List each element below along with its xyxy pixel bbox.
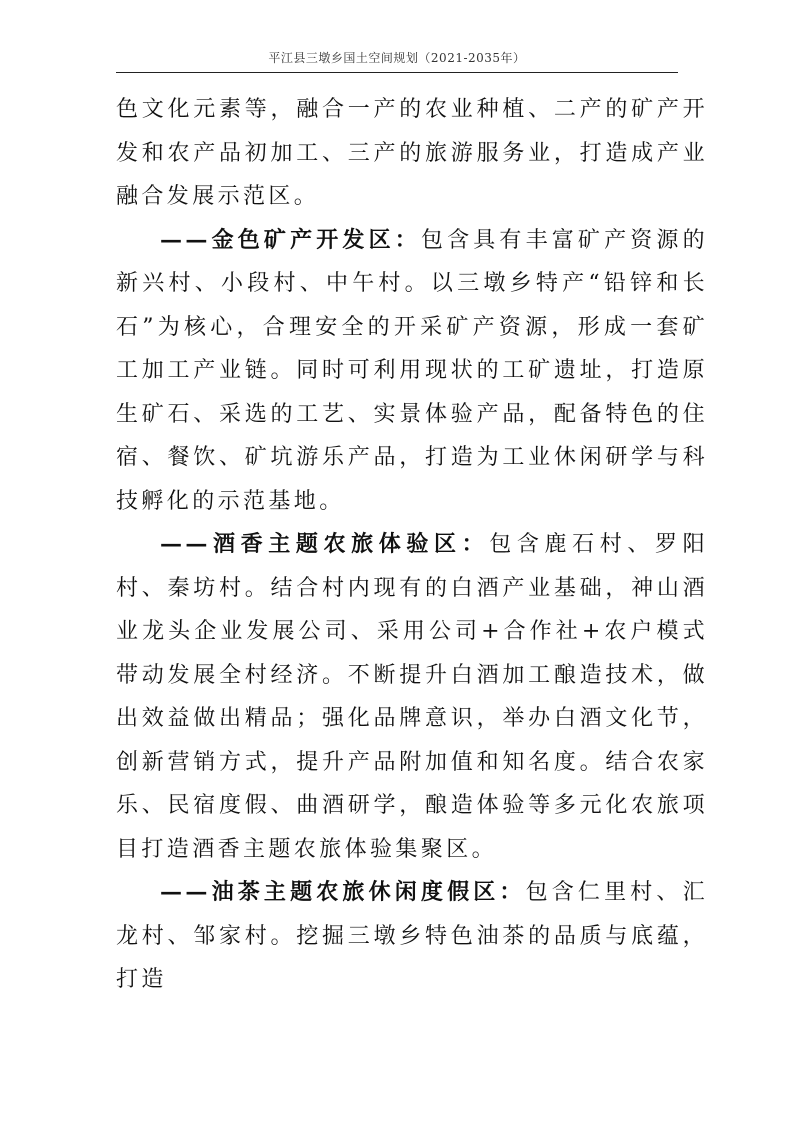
- paragraph-mining-zone: [116, 219, 708, 524]
- section-heading-liquor-zone: ——酒香主题农旅体验区：: [160, 531, 490, 557]
- paragraph-text: 色文化元素等，融合一产的农业种植、二产的矿产开发和农产品初加工、三产的旅游服务业，打造成产业融合发展示范区。: [116, 97, 708, 209]
- page-header: 平江县三墩乡国土空间规划（2021-2035年）: [268, 51, 526, 65]
- paragraph-oil-tea-zone: [116, 871, 708, 1002]
- section-heading-mining-zone: ——金色矿产开发区：: [160, 226, 421, 253]
- header-divider: [116, 72, 678, 73]
- paragraph-text: 包含仁里村、汇龙村、邹家村。挖掘三墩乡特色油茶的品质与底蕴，打造: [116, 880, 708, 992]
- paragraph-liquor-zone: [116, 523, 708, 871]
- paragraph-continuation: [116, 88, 708, 219]
- paragraph-text: 包含具有丰富矿产资源的新兴村、小段村、中午村。以三墩乡特产“铅锌和长石”为核心，合理安全的开采矿产资源，形成一套矿工加工产业链。同时可利用现状的工矿遗址，打造原生矿石、采选的工艺、实景体验产品，配备特色的住宿、餐饮、矿坑游乐产品，打造为工业休闲研学与科技孵化的示范基地。: [116, 227, 708, 514]
- section-heading-oil-tea-zone: ——油茶主题农旅休闲度假区：: [160, 879, 526, 905]
- paragraph-text: 包含鹿石村、罗阳村、秦坊村。结合村内现有的白酒产业基础，神山酒业龙头企业发展公司、采用公司+合作社+农户模式带动发展全村经济。不断提升白酒加工酿造技术，做出效益做出精品；强化品牌意识，举办白酒文化节，创新营销方式，提升产品附加值和知名度。结合农家乐、民宿度假、曲酒研学，酿造体验等多元化农旅项目打造酒香主题农旅体验集聚区。: [116, 532, 709, 862]
- document-body: [116, 88, 708, 1002]
